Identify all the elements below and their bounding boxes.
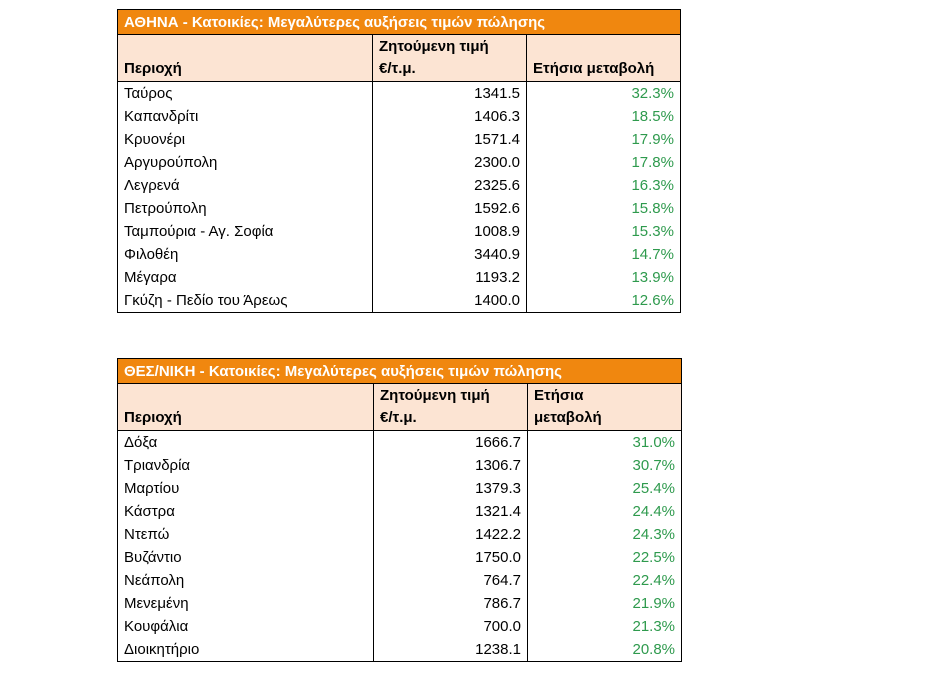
price-cell: 1238.1 — [374, 638, 528, 662]
area-cell: Ντεπώ — [118, 523, 374, 546]
change-cell: 22.4% — [528, 569, 682, 592]
area-cell: Τριανδρία — [118, 454, 374, 477]
change-cell: 12.6% — [527, 289, 681, 313]
change-cell: 21.9% — [528, 592, 682, 615]
area-cell: Γκύζη - Πεδίο του Άρεως — [118, 289, 373, 313]
area-cell: Δόξα — [118, 431, 374, 455]
change-cell: 21.3% — [528, 615, 682, 638]
area-cell: Μενεμένη — [118, 592, 374, 615]
athens-body — [118, 82, 681, 313]
athens-header-area: Περιοχή — [118, 35, 373, 82]
price-cell: 1008.9 — [373, 220, 527, 243]
athens-header-change: Ετήσια μεταβολή — [527, 35, 681, 82]
price-cell: 700.0 — [374, 615, 528, 638]
athens-title-row — [118, 10, 681, 35]
area-cell: Μαρτίου — [118, 477, 374, 500]
area-cell: Διοικητήριο — [118, 638, 374, 662]
table-row — [118, 569, 682, 592]
table-row — [118, 243, 681, 266]
price-cell: 2300.0 — [373, 151, 527, 174]
price-cell: 2325.6 — [373, 174, 527, 197]
price-cell: 1379.3 — [374, 477, 528, 500]
thessaloniki-body — [118, 431, 682, 662]
table-row — [118, 174, 681, 197]
price-cell: 1750.0 — [374, 546, 528, 569]
price-cell: 1571.4 — [373, 128, 527, 151]
area-cell: Κουφάλια — [118, 615, 374, 638]
athens-header-row — [118, 35, 681, 82]
area-cell: Αργυρούπολη — [118, 151, 373, 174]
change-cell: 32.3% — [527, 82, 681, 106]
change-cell: 30.7% — [528, 454, 682, 477]
change-cell: 25.4% — [528, 477, 682, 500]
change-cell: 24.4% — [528, 500, 682, 523]
table-row — [118, 197, 681, 220]
area-cell: Καπανδρίτι — [118, 105, 373, 128]
area-cell: Νεάπολη — [118, 569, 374, 592]
table-row — [118, 638, 682, 662]
change-cell: 18.5% — [527, 105, 681, 128]
change-cell: 17.8% — [527, 151, 681, 174]
table-row — [118, 477, 682, 500]
table-row — [118, 500, 682, 523]
table-row — [118, 523, 682, 546]
change-cell: 31.0% — [528, 431, 682, 455]
table-row — [118, 431, 682, 455]
area-cell: Κρυονέρι — [118, 128, 373, 151]
price-cell: 1592.6 — [373, 197, 527, 220]
table-row — [118, 592, 682, 615]
price-cell: 1193.2 — [373, 266, 527, 289]
area-cell: Ταύρος — [118, 82, 373, 106]
price-cell: 764.7 — [374, 569, 528, 592]
area-cell: Λεγρενά — [118, 174, 373, 197]
change-cell: 24.3% — [528, 523, 682, 546]
price-cell: 1666.7 — [374, 431, 528, 455]
change-cell: 22.5% — [528, 546, 682, 569]
table-row — [118, 266, 681, 289]
thessaloniki-title-row — [118, 359, 682, 384]
thessaloniki-header-change — [528, 384, 682, 431]
price-cell: 3440.9 — [373, 243, 527, 266]
table-row — [118, 151, 681, 174]
athens-table-title: ΑΘΗΝΑ - Κατοικίες: Μεγαλύτερες αυξήσεις τιμών πώλησης — [118, 10, 681, 35]
table-row — [118, 546, 682, 569]
table-row — [118, 82, 681, 106]
area-cell: Μέγαρα — [118, 266, 373, 289]
price-cell: 1341.5 — [373, 82, 527, 106]
change-cell: 14.7% — [527, 243, 681, 266]
change-cell: 20.8% — [528, 638, 682, 662]
table-row — [118, 220, 681, 243]
thessaloniki-table-title: ΘΕΣ/ΝΙΚΗ - Κατοικίες: Μεγαλύτερες αυξήσεις τιμών πώλησης — [118, 359, 682, 384]
area-cell: Ταμπούρια - Αγ. Σοφία — [118, 220, 373, 243]
athens-table — [117, 9, 681, 313]
area-cell: Πετρούπολη — [118, 197, 373, 220]
thessaloniki-header-change-line2: μεταβολή — [534, 409, 602, 426]
table-row — [118, 615, 682, 638]
change-cell: 15.3% — [527, 220, 681, 243]
thessaloniki-header-price-line2: €/τ.μ. — [380, 409, 417, 426]
price-cell: 1400.0 — [373, 289, 527, 313]
price-cell: 1306.7 — [374, 454, 528, 477]
change-cell: 16.3% — [527, 174, 681, 197]
thessaloniki-table — [117, 358, 682, 662]
athens-header-price — [373, 35, 527, 82]
area-cell: Βυζάντιο — [118, 546, 374, 569]
athens-header-price-line2: €/τ.μ. — [379, 60, 416, 77]
table-row — [118, 105, 681, 128]
thessaloniki-header-area: Περιοχή — [118, 384, 374, 431]
price-cell: 1406.3 — [373, 105, 527, 128]
change-cell: 17.9% — [527, 128, 681, 151]
thessaloniki-header-price — [374, 384, 528, 431]
change-cell: 13.9% — [527, 266, 681, 289]
price-cell: 1321.4 — [374, 500, 528, 523]
thessaloniki-header-price-line1: Ζητούμενη τιμή — [380, 387, 490, 404]
area-cell: Φιλοθέη — [118, 243, 373, 266]
change-cell: 15.8% — [527, 197, 681, 220]
table-row — [118, 128, 681, 151]
price-cell: 1422.2 — [374, 523, 528, 546]
area-cell: Κάστρα — [118, 500, 374, 523]
table-row — [118, 454, 682, 477]
athens-header-price-line1: Ζητούμενη τιμή — [379, 38, 489, 55]
thessaloniki-header-row — [118, 384, 682, 431]
thessaloniki-header-change-line1: Ετήσια — [534, 387, 584, 404]
table-row — [118, 289, 681, 313]
price-cell: 786.7 — [374, 592, 528, 615]
